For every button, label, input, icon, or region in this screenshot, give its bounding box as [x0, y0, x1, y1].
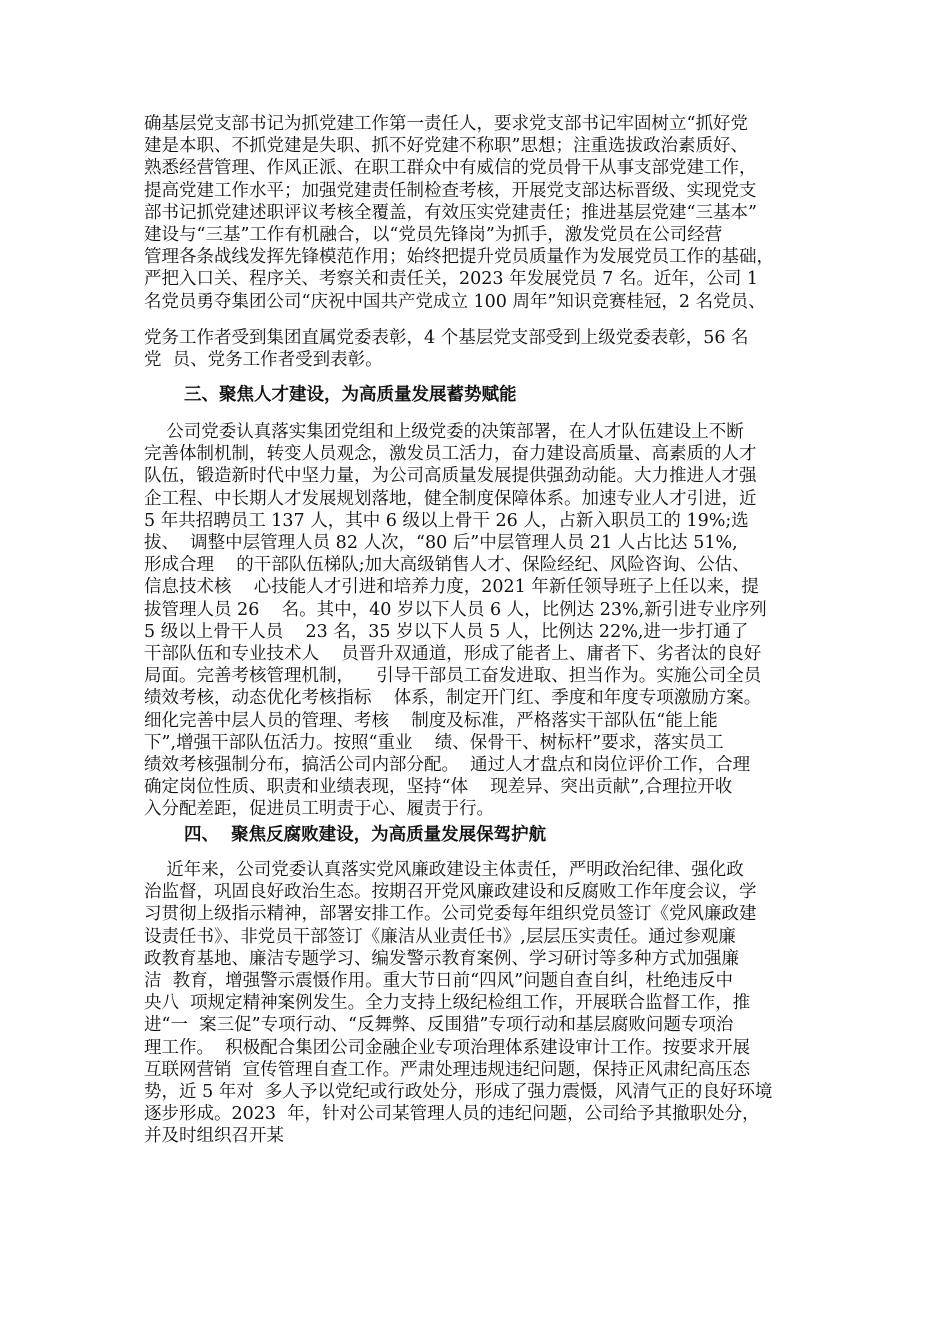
text-line: 绩效考核，动态优化考核指标 体系，制定开门红、季度和年度专项激励方案。 — [144, 688, 762, 709]
text-line: 政教育基地、廉洁专题学习、编发警示教育案例、学习研讨等多种方式加强廉 — [144, 948, 739, 969]
paragraph-party-building — [144, 113, 816, 313]
paragraph-anticorruption — [144, 859, 816, 1148]
text-line: 下”,增强干部队伍活力。按照“重业 绩、保骨干、树标杆”要求，落实员工 — [144, 732, 724, 753]
text-line: 习贯彻上级指示精神，部署安排工作。公司党委每年组织党员签订《党风廉政建 — [144, 904, 757, 925]
text-line: 名党员勇夺集团公司“庆祝中国共产党成立 100 周年”知识竞赛桂冠，2 名党员、 — [144, 291, 766, 312]
text-line: 熟悉经营管理、作风正派、在职工群众中有威信的党员骨干从事支部党建工作， — [144, 158, 757, 179]
text-line: 逐步形成。2023 年，针对公司某管理人员的违纪问题，公司给予其撤职处分， — [144, 1104, 760, 1125]
text-line: 形成合理 的干部队伍梯队;加大高级销售人才、保险经纪、风险咨询、公估、 — [144, 555, 750, 576]
text-line: 确定岗位性质、职责和业绩表现，坚持“体 现差异、突出贡献”,合理拉开收 — [144, 777, 733, 798]
section-heading-anticorruption: 四、 聚焦反腐败建设，为高质量发展保驾护航 — [184, 825, 547, 845]
text-line: 5 年共招聘员工 137 人，其中 6 级以上骨干 26 人，占新入职员工的 19%;选 — [144, 510, 749, 531]
text-line: 并及时组织召开某 — [144, 1126, 284, 1147]
text-line: 部书记抓党建述职评议考核全覆盖，有效压实党建责任；推进基层党建“三基本” — [144, 202, 757, 223]
section-heading-talent: 三、聚焦人才建设，为高质量发展蓄势赋能 — [184, 385, 517, 405]
text-line: 治监督，巩固良好政治生态。按期召开党风廉政建设和反腐败工作年度会议，学 — [144, 882, 757, 903]
text-line: 建是本职、不抓党建是失职、抓不好党建不称职”思想；注重选拔政治素质好、 — [144, 136, 748, 157]
text-line: 提高党建工作水平；加强党建责任制检查考核，开展党支部达标晋级、实现党支 — [144, 180, 757, 201]
text-line: 公司党委认真落实集团党组和上级党委的决策部署，在人才队伍建设上不断 — [144, 422, 744, 442]
text-line: 理工作。 积极配合集团公司金融企业专项治理体系建设审计工作。按要求开展 — [144, 1037, 751, 1058]
text-line: 设责任书》、非党员干部签订《廉洁从业责任书》,层层压实责任。通过参观廉 — [144, 926, 736, 947]
text-line: 干部队伍和专业技术人 员晋升双通道，形成了能者上、庸者下、劣者汰的良好 — [144, 644, 762, 665]
paragraph-talent-building — [144, 421, 816, 821]
text-line: 洁 教育，增强警示震慑作用。重大节日前“四风”问题自查自纠，杜绝违反中 — [144, 971, 734, 992]
text-line: 势，近 5 年对 多人予以党纪或行政处分，形成了强力震慑，风清气正的良好环境 — [144, 1082, 773, 1103]
text-line: 信息技术核 心技能人才引进和培养力度，2021 年新任领导班子上任以来，提 — [144, 577, 759, 598]
text-line: 确基层党支部书记为抓党建工作第一责任人，要求党支部书记牢固树立“抓好党 — [144, 114, 748, 134]
text-line: 严把入口关、程序关、考察关和责任关，2023 年发展党员 7 名。近年，公司 1 — [144, 269, 759, 290]
text-line: 局面。完善考核管理机制， 引导干部员工奋发进取、担当作为。实施公司全员 — [144, 666, 762, 687]
text-line: 拔管理人员 26 名。其中，40 岁以下人员 6 人，比例达 23%,新引进专业序列 — [144, 599, 767, 620]
text-line: 细化完善中层人员的管理、考核 制度及标准，严格落实干部队伍“能上能 — [144, 710, 718, 731]
text-line: 管理各条战线发挥先锋模范作用；始终把提升党员质量作为发展党员工作的基础， — [144, 247, 774, 268]
text-line: 建设与“三基”工作有机融合，以“党员先锋岗”为抓手，激发党员在公司经营 — [144, 225, 723, 246]
text-line: 党 员、党务工作者受到表彰。 — [144, 350, 383, 371]
text-line: 5 级以上骨干人员 23 名，35 岁以下人员 5 人，比例达 22%,进一步打通了 — [144, 621, 749, 642]
text-line: 绩效考核强制分布，搞活公司内部分配。 通过人才盘点和岗位评价工作，合理 — [144, 755, 751, 776]
text-line: 互联网营销 宣传管理自查工作。严肃处理违规违纪问题，保持正风肃纪高压态 — [144, 1059, 751, 1080]
text-line: 队伍，锻造新时代中坚力量，为公司高质量发展提供强劲动能。大力推进人才强 — [144, 466, 757, 487]
paragraph-commendations — [144, 327, 816, 371]
text-line: 完善体制机制，转变人员观念，激发员工活力，奋力建设高质量、高素质的人才 — [144, 444, 757, 465]
text-line: 入分配差距，促进员工明责于心、履责于行。 — [144, 799, 494, 820]
text-line: 党务工作者受到集团直属党委表彰，4 个基层党支部受到上级党委表彰，56 名 — [144, 328, 749, 348]
text-line: 进“一 案三促”专项行动、“反舞弊、反围猎”专项行动和基层腐败问题专项治 — [144, 1015, 734, 1036]
text-line: 拔、 调整中层管理人员 82 人次，“80 后”中层管理人员 21 人占比达 51%, — [144, 533, 738, 554]
text-line: 企工程、中长期人才发展规划落地，健全制度保障体系。加速专业人才引进，近 — [144, 488, 757, 509]
text-line: 近年来，公司党委认真落实党风廉政建设主体责任，严明政治纪律、强化政 — [144, 860, 744, 880]
text-line: 央八 项规定精神案例发生。全力支持上级纪检组工作，开展联合监督工作，推 — [144, 993, 751, 1014]
